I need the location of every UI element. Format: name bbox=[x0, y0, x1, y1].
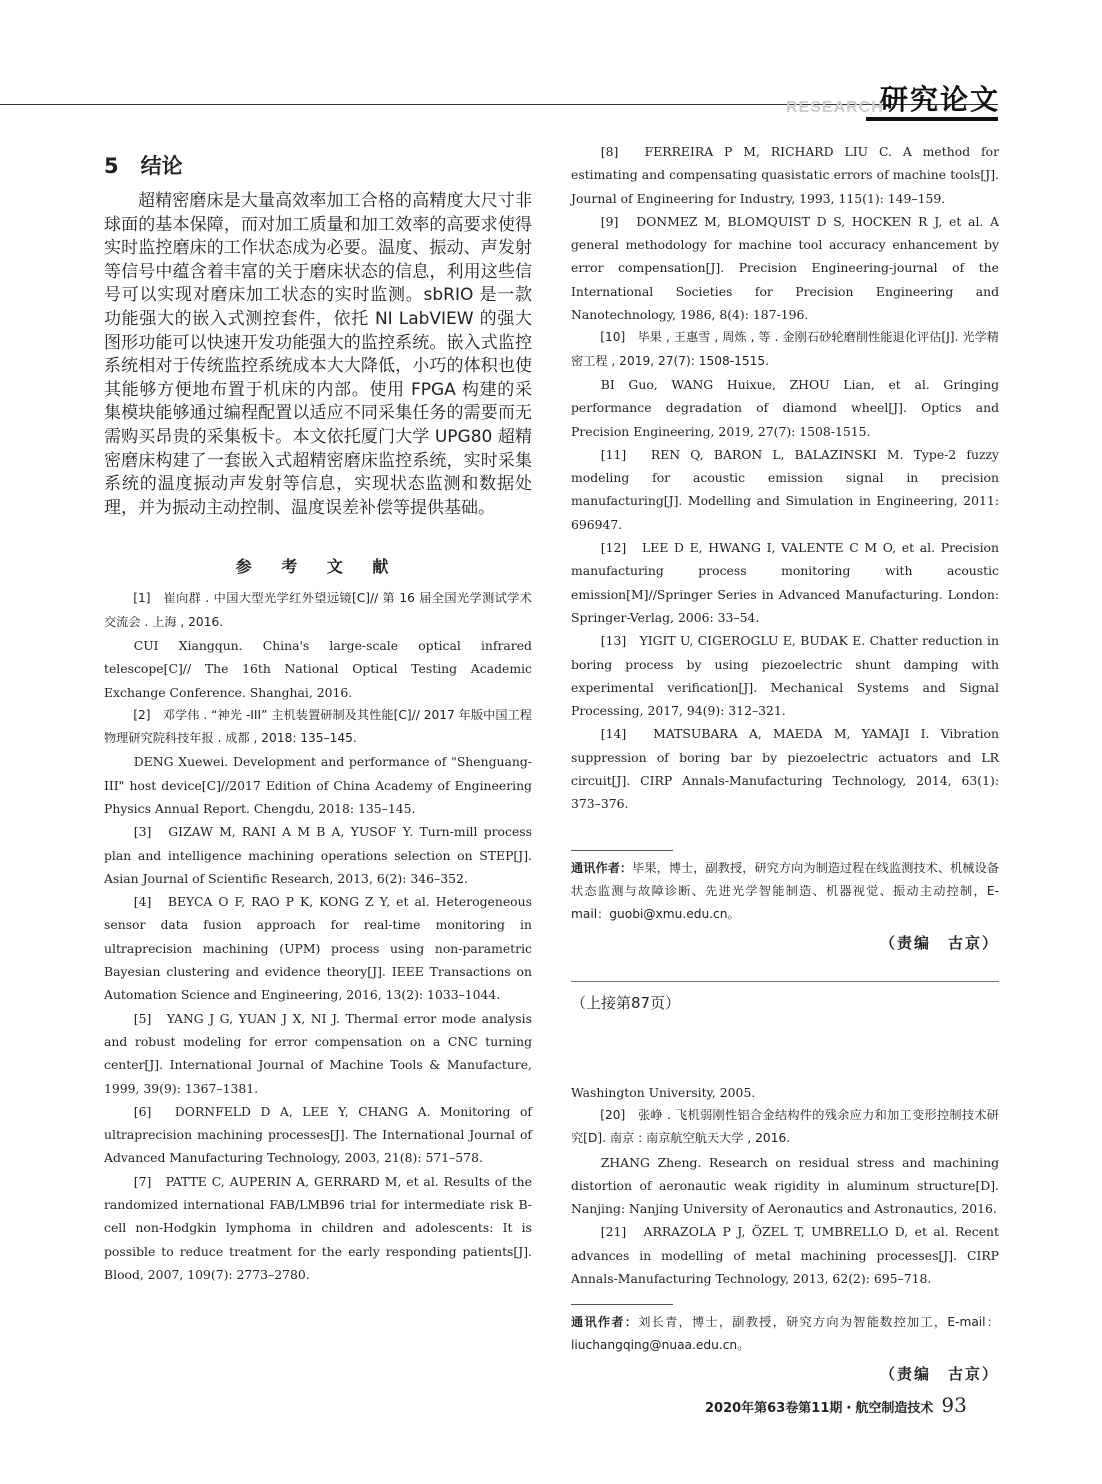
section-title-text: 结论 bbox=[140, 154, 183, 178]
note-rule bbox=[571, 1304, 673, 1305]
note-text: 毕果，博士，副教授，研究方向为制造过程在线监测技术、机械设备状态监测与故障诊断、先进光学智能制造、机器视觉、振动主动控制，E-mail：guobi@xmu.edu.cn。 bbox=[571, 860, 1000, 921]
left-column bbox=[104, 150, 532, 1286]
reference-item: [2] 邓学伟 . “神光 -III” 主机装置研制及其性能[C]// 2017 年版中国工程物理研究院科技年报 . 成都 , 2018: 135–145. bbox=[104, 707, 532, 746]
note-label: 通讯作者： bbox=[571, 860, 633, 875]
section-title bbox=[104, 150, 532, 180]
note-label: 通讯作者： bbox=[571, 1315, 639, 1330]
corresponding-author-note bbox=[571, 857, 999, 926]
reference-item: [12] LEE D E, HWANG I, VALENTE C M O, et al. Precision manufacturing process monitoring with acoustic emission[M]//Springer Series in Advanced Manufacturing. London: Springer-Verlag, 2006: 33–54. bbox=[571, 540, 999, 625]
reference-item: [9] DONMEZ M, BLOMQUIST D S, HOCKEN R J, et al. A general methodology for machine tool accuracy enhancement by error compensation[J]. Precision Engineering-journal of the International Societies for Precision Engineering and Nanotechnology, 1986, 8(4): 187-196. bbox=[571, 213, 999, 323]
reference-item: ZHANG Zheng. Research on residual stress and machining distortion of aeronautic weak rigidity in aluminum structure[D]. Nanjing: Nanjing University of Aeronautics and Astronautics, 2016. bbox=[571, 1154, 999, 1217]
continuation-rule bbox=[571, 981, 999, 982]
reference-item: [6] DORNFELD D A, LEE Y, CHANG A. Monitoring of ultraprecision machining processes[J]. The International Journal of Advanced Manufacturing Technology, 2003, 21(8): 571–578. bbox=[104, 1103, 532, 1166]
reference-item: [3] GIZAW M, RANI A M B A, YUSOF Y. Turn-mill process plan and intelligence machining operations selection on STEP[J]. Asian Journal of Scientific Research, 2013, 6(2): 346–352. bbox=[104, 824, 532, 886]
page-footer bbox=[705, 1393, 967, 1417]
conclusion-body: 超精密磨床是大量高效率加工合格的高精度大尺寸非球面的基本保障，而对加工质量和加工效率的高要求使得实时监控磨床的工作状态成为必要。温度、振动、声发射等信号中蕴含着丰富的关于磨床状态的信息，利用这些信号可以实现对磨床加工状态的实时监测。sbRIO 是一款功能强大的嵌入式测控套件，依托 NI LabVIEW 的强大图形功能可以快速开发功能强大的监控系统。嵌入式监控系统相对于传统监控系统成本大大降低，小巧的体积也使其能够方便地布置于机床的内部。使用 FPGA 构建的采集模块能够通过编程配置以适应不同采集任务的需要而无需购买昂贵的采集板卡。本文依托厦门大学 UPG80 超精密磨床构建了一套嵌入式超精密磨床监控系统，实时采集系统的温度振动声发射等信息，实现状态监测和数据处理，并为振动主动控制、温度误差补偿等提供基础。 bbox=[104, 191, 532, 518]
note-text: 刘长青，博士，副教授，研究方向为智能数控加工，E-mail：liuchangqing@nuaa.edu.cn。 bbox=[571, 1315, 1000, 1353]
references-title: 参 考 文 献 bbox=[235, 557, 401, 577]
corresponding-author-note bbox=[571, 1311, 999, 1357]
section-number: 5 bbox=[104, 154, 119, 178]
journal-issue: 2020年第63卷第11期・航空制造技术 bbox=[705, 1401, 934, 1416]
reference-item: [20] 张峥 . 飞机弱刚性铝合金结构件的残余应力和加工变形控制技术研究[D]. 南京 : 南京航空航天大学 , 2016. bbox=[571, 1107, 999, 1146]
reference-item: [5] YANG J G, YUAN J X, NI J. Thermal error mode analysis and robust modeling for error compensation on a CNC turning center[J]. International Journal of Machine Tools & Manufacture, 1999, 39(9): 1367–1381. bbox=[104, 1010, 532, 1096]
reference-item: CUI Xiangqun. China's large-scale optical infrared telescope[C]// The 16th National Optical Testing Academic Exchange Conference. Shanghai, 2016. bbox=[104, 637, 532, 700]
reference-item: [7] PATTE C, AUPERIN A, GERRARD M, et al. Results of the randomized international FAB/LMB96 trial for intermediate risk B-cell non-Hodgkin lymphoma in children and adolescents: It is possible to reduce treatment for the early responding patients[J]. Blood, 2007, 109(7): 2773–2780. bbox=[104, 1173, 532, 1282]
reference-item: [13] YIGIT U, CIGEROGLU E, BUDAK E. Chatter reduction in boring process by using piezoelectric shunt damping with experimental verification[J]. Mechanical Systems and Signal Processing, 2017, 94(9): 312–321. bbox=[571, 633, 999, 719]
editor-credit: （责编 古京） bbox=[879, 933, 999, 952]
note-rule bbox=[571, 850, 673, 851]
reference-item: Washington University, 2005. bbox=[571, 1084, 756, 1100]
reference-item: [14] MATSUBARA A, MAEDA M, YAMAJI I. Vibration suppression of boring bar by piezoelectric actuators and LR circuit[J]. CIRP Annals-Manufacturing Technology, 2014, 63(1): 373–376. bbox=[571, 726, 999, 812]
right-column bbox=[571, 140, 999, 1384]
header-cn: 研究论文 bbox=[880, 83, 1001, 116]
reference-item: DENG Xuewei. Development and performance of "Shenguang-III" host device[C]//2017 Edition of China Academy of Engineering Physics Annual Report. Chengdu, 2018: 135–145. bbox=[104, 754, 532, 816]
continued-from: （上接第87页） bbox=[571, 993, 681, 1012]
header-en: RESEARCH bbox=[786, 99, 884, 116]
reference-item: BI Guo, WANG Huixue, ZHOU Lian, et al. Gringing performance degradation of diamond wheel[J]. Optics and Precision Engineering, 2019, 27(7): 1508-1515. bbox=[571, 376, 999, 439]
page-number: 93 bbox=[941, 1393, 967, 1417]
reference-item: [4] BEYCA O F, RAO P K, KONG Z Y, et al. Heterogeneous sensor data fusion approach for real-time monitoring in ultraprecision machining (UPM) process using non-parametric Bayesian clustering and evidence theory[J]. IEEE Transactions on Automation Science and Engineering, 2016, 13(2): 1033–1044. bbox=[104, 894, 532, 1003]
editor-credit: （责编 古京） bbox=[879, 1365, 999, 1384]
reference-item: [11] REN Q, BARON L, BALAZINSKI M. Type-2 fuzzy modeling for acoustic emission signal in precision manufacturing[J]. Modelling and Simulation in Engineering, 2011: 696947. bbox=[571, 446, 999, 532]
reference-item: [21] ARRAZOLA P J, ÖZEL T, UMBRELLO D, et al. Recent advances in modelling of metal machining processes[J]. CIRP Annals-Manufacturing Technology, 2013, 62(2): 695–718. bbox=[571, 1224, 999, 1286]
reference-item: [1] 崔向群 . 中国大型光学红外望远镜[C]// 第 16 届全国光学测试学术交流会 . 上海 , 2016. bbox=[104, 591, 532, 629]
reference-item: [8] FERREIRA P M, RICHARD LIU C. A method for estimating and compensating quasistatic errors of machine tools[J]. Journal of Engineering for Industry, 1993, 115(1): 149–159. bbox=[571, 144, 999, 206]
reference-item: [10] 毕果 , 王惠雪 , 周炼 , 等 . 金刚石砂轮磨削性能退化评估[J]. 光学精密工程 , 2019, 27(7): 1508-1515. bbox=[571, 330, 999, 368]
